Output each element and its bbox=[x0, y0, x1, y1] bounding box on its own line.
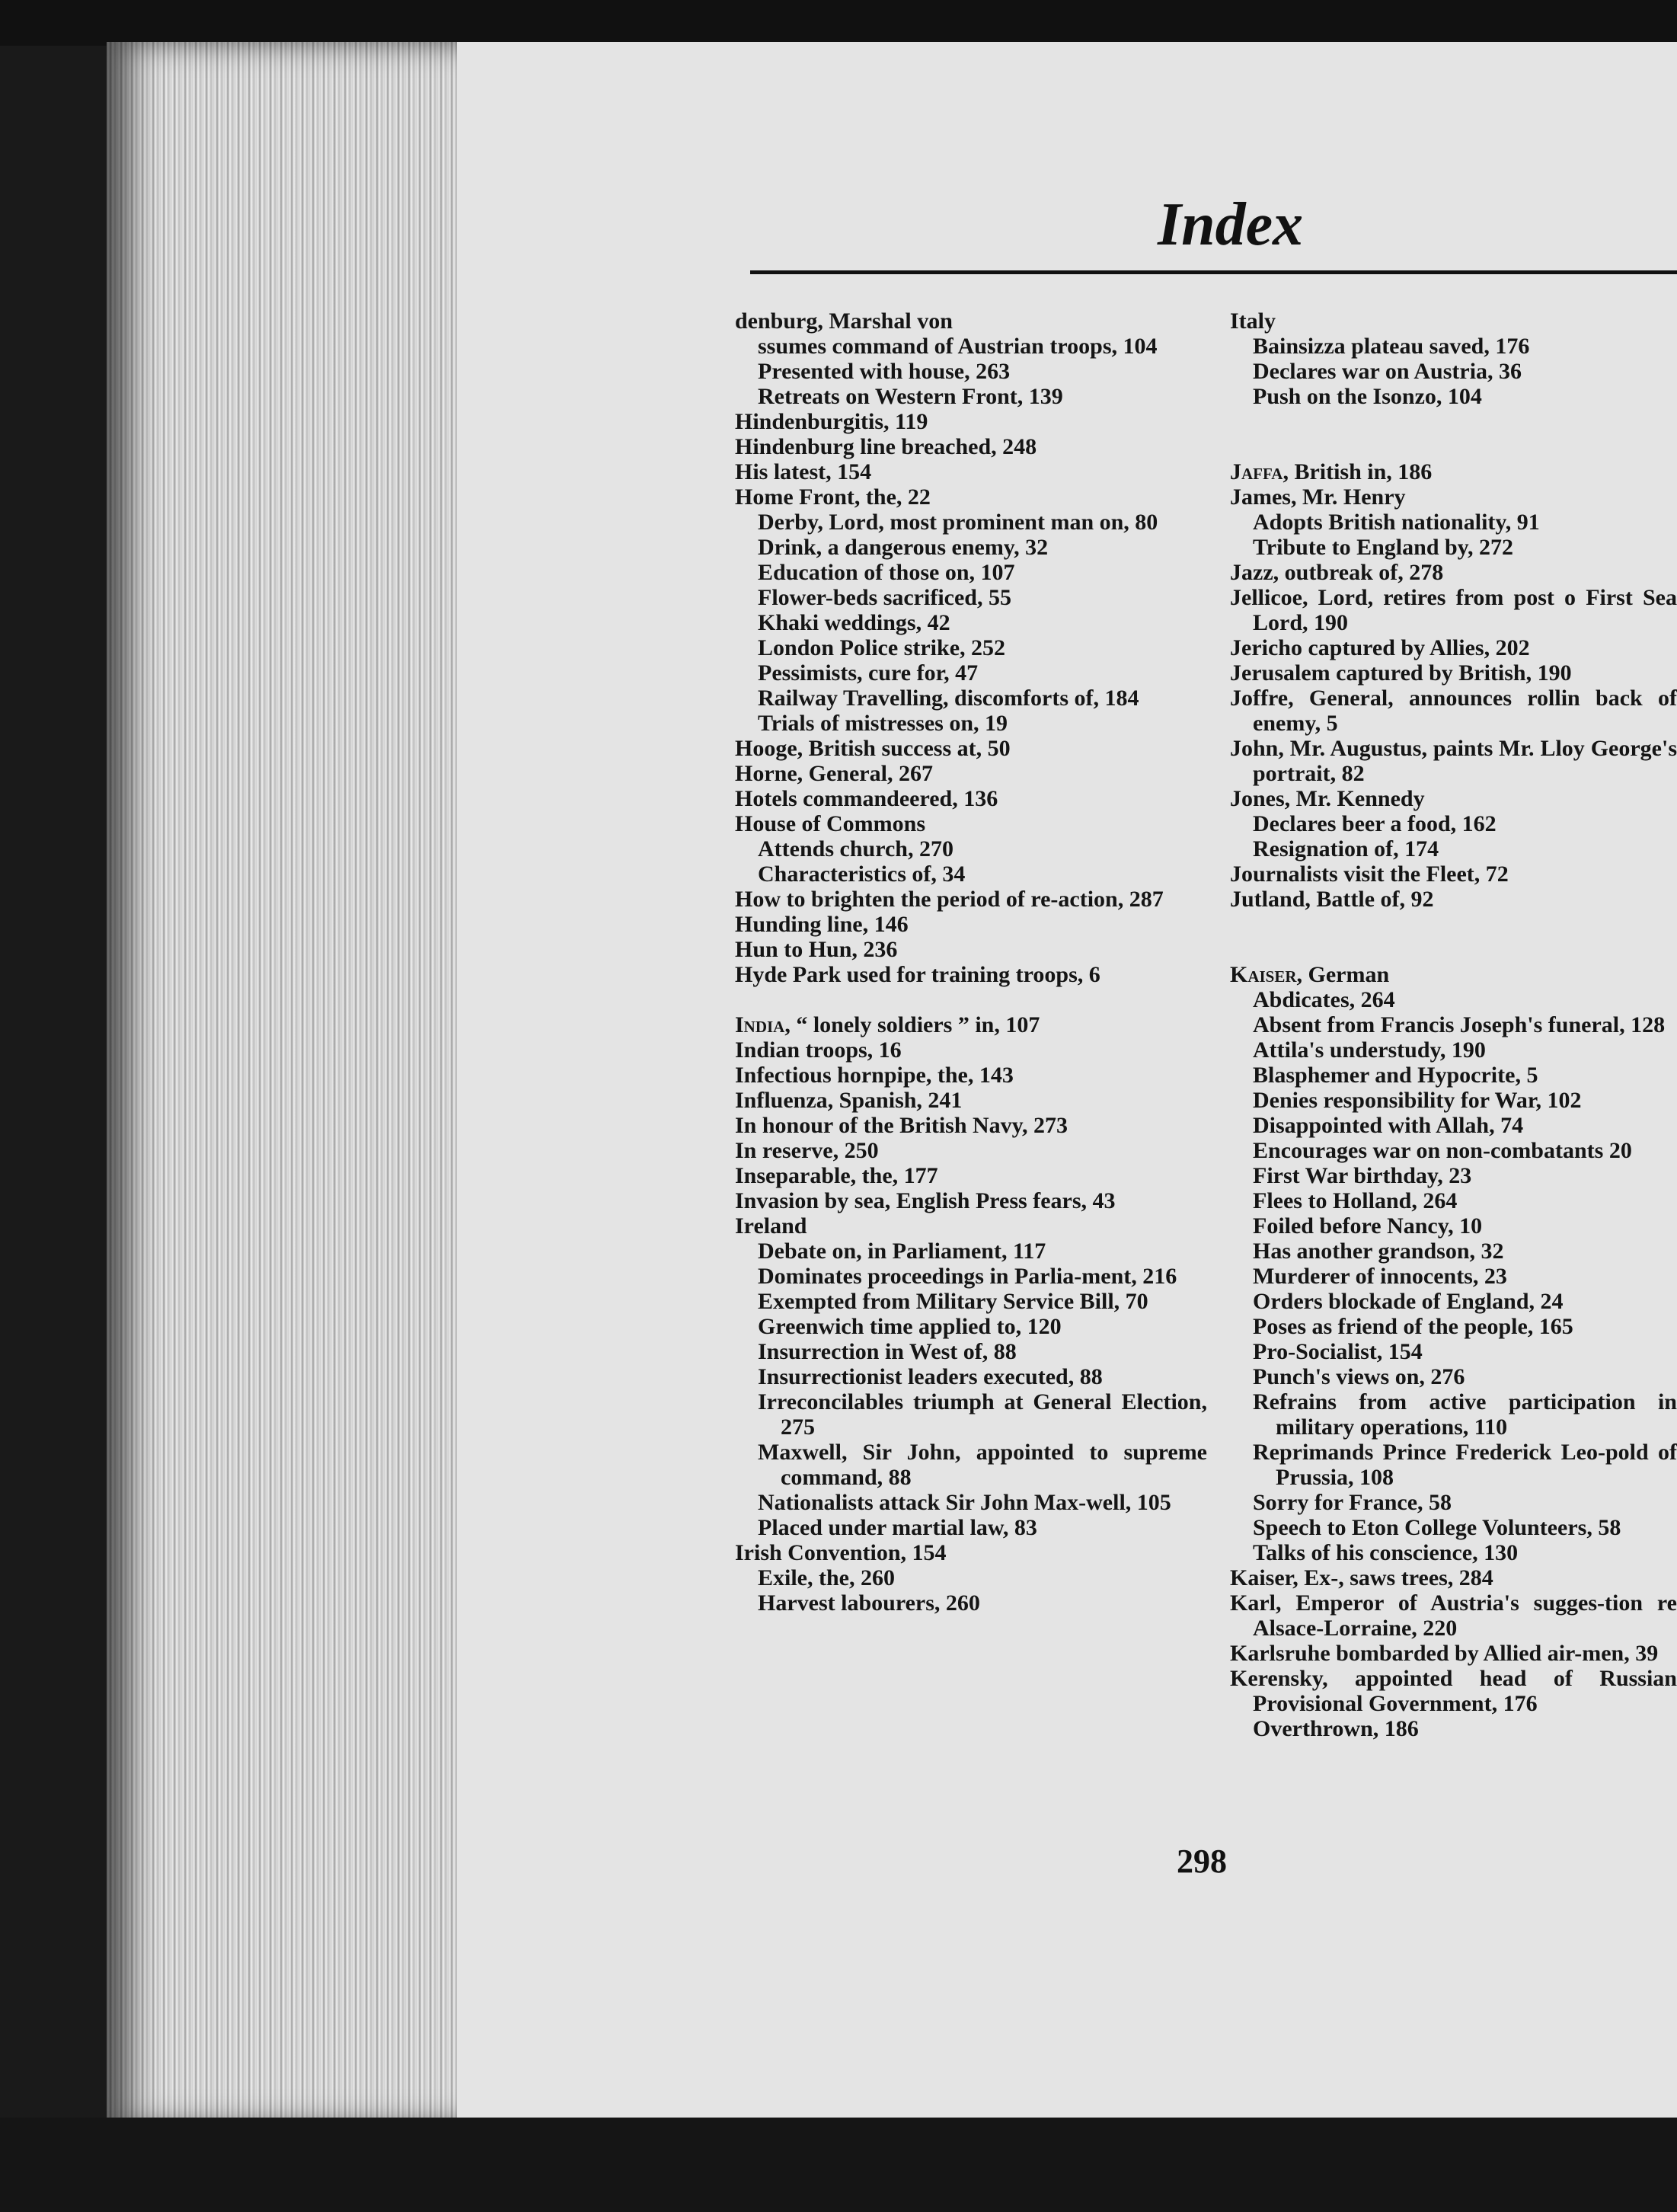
index-entry: His latest, 154 bbox=[735, 459, 872, 484]
index-subentry: Refrains from active participation in military operations, 110 bbox=[1253, 1389, 1677, 1440]
page-number: 298 bbox=[1177, 1843, 1227, 1880]
index-subentry: Overthrown, 186 bbox=[1253, 1716, 1419, 1741]
index-subentry: Orders blockade of England, 24 bbox=[1253, 1289, 1564, 1314]
index-subentry: Debate on, in Parliament, 117 bbox=[758, 1239, 1046, 1264]
index-subentry: London Police strike, 252 bbox=[758, 635, 1006, 660]
index-column-right bbox=[1230, 308, 1677, 1741]
index-subentry: Attila's understudy, 190 bbox=[1253, 1037, 1486, 1063]
index-entry: Kerensky, appointed head of Russian Provisional Government, 176 bbox=[1230, 1666, 1677, 1716]
index-subentry: Denies responsibility for War, 102 bbox=[1253, 1088, 1582, 1113]
scan-border-bottom bbox=[0, 2118, 1677, 2212]
index-subentry: Nationalists attack Sir John Max-well, 105 bbox=[758, 1490, 1171, 1515]
page-title: Index bbox=[1158, 191, 1304, 258]
index-subentry: Punch's views on, 276 bbox=[1253, 1364, 1465, 1389]
index-subentry: Has another grandson, 32 bbox=[1253, 1239, 1504, 1264]
index-subentry: Flees to Holland, 264 bbox=[1253, 1188, 1458, 1213]
index-subentry: Placed under martial law, 83 bbox=[758, 1515, 1037, 1540]
index-entry: Influenza, Spanish, 241 bbox=[735, 1088, 963, 1113]
index-subentry: Presented with house, 263 bbox=[758, 359, 1011, 384]
index-entry: Jericho captured by Allies, 202 bbox=[1230, 635, 1530, 660]
index-entry: House of Commons bbox=[735, 811, 926, 836]
index-subentry: Sorry for France, 58 bbox=[1253, 1490, 1452, 1515]
index-gap bbox=[1230, 937, 1677, 962]
index-subentry: Dominates proceedings in Parlia-ment, 216 bbox=[758, 1264, 1177, 1289]
index-subentry: Irreconcilables triumph at General Election, 275 bbox=[758, 1389, 1207, 1440]
index-subentry: Speech to Eton College Volunteers, 58 bbox=[1253, 1515, 1621, 1540]
index-entry: Inseparable, the, 177 bbox=[735, 1163, 938, 1188]
index-entry: Italy bbox=[1230, 308, 1276, 334]
index-subentry: Attends church, 270 bbox=[758, 836, 953, 861]
index-entry: Jerusalem captured by British, 190 bbox=[1230, 660, 1572, 686]
index-subentry: Exempted from Military Service Bill, 70 bbox=[758, 1289, 1148, 1314]
scan-border-top bbox=[0, 0, 1677, 46]
index-gap bbox=[1230, 434, 1677, 459]
index-subentry: Resignation of, 174 bbox=[1253, 836, 1439, 861]
index-gap bbox=[1230, 409, 1677, 434]
index-entry: Home Front, the, 22 bbox=[735, 484, 931, 510]
index-entry: John, Mr. Augustus, paints Mr. Lloy George's portrait, 82 bbox=[1230, 736, 1677, 786]
index-subentry: Insurrection in West of, 88 bbox=[758, 1339, 1017, 1364]
index-gap bbox=[1230, 912, 1677, 937]
index-subentry: Adopts British nationality, 91 bbox=[1253, 510, 1540, 535]
index-subentry: Pessimists, cure for, 47 bbox=[758, 660, 979, 686]
index-entry: denburg, Marshal von bbox=[735, 308, 953, 334]
index-subentry: Encourages war on non-combatants 20 bbox=[1253, 1138, 1632, 1163]
index-subentry: Insurrectionist leaders executed, 88 bbox=[758, 1364, 1103, 1389]
index-entry: In honour of the British Navy, 273 bbox=[735, 1113, 1068, 1138]
index-subentry: Declares beer a food, 162 bbox=[1253, 811, 1497, 836]
index-entry: Hindenburg line breached, 248 bbox=[735, 434, 1037, 459]
index-entry: Infectious hornpipe, the, 143 bbox=[735, 1063, 1014, 1088]
index-subentry: Harvest labourers, 260 bbox=[758, 1590, 980, 1616]
index-subentry: ssumes command of Austrian troops, 104 bbox=[758, 334, 1158, 359]
index-entry: Jones, Mr. Kennedy bbox=[1230, 786, 1425, 811]
index-subentry: Retreats on Western Front, 139 bbox=[758, 384, 1063, 409]
index-lead-word: Kaiser bbox=[1230, 962, 1297, 987]
index-entry: Kaiser, Ex-, saws trees, 284 bbox=[1230, 1565, 1493, 1590]
index-subentry: Push on the Isonzo, 104 bbox=[1253, 384, 1482, 409]
index-entry: Irish Convention, 154 bbox=[735, 1540, 947, 1565]
index-subentry: Declares war on Austria, 36 bbox=[1253, 359, 1522, 384]
index-entry: Hindenburgitis, 119 bbox=[735, 409, 928, 434]
index-subentry: Pro-Socialist, 154 bbox=[1253, 1339, 1423, 1364]
index-subentry: Drink, a dangerous enemy, 32 bbox=[758, 535, 1049, 560]
index-entry: India, “ lonely soldiers ” in, 107 bbox=[735, 1012, 1040, 1037]
index-subentry: Foiled before Nancy, 10 bbox=[1253, 1213, 1483, 1239]
index-subentry: Talks of his conscience, 130 bbox=[1253, 1540, 1519, 1565]
index-subentry: Abdicates, 264 bbox=[1253, 987, 1395, 1012]
index-subentry: Tribute to England by, 272 bbox=[1253, 535, 1514, 560]
index-entry: James, Mr. Henry bbox=[1230, 484, 1406, 510]
index-entry: Karlsruhe bombarded by Allied air-men, 39 bbox=[1230, 1641, 1659, 1666]
index-entry: Ireland bbox=[735, 1213, 807, 1239]
index-gap bbox=[735, 987, 1207, 1012]
index-entry: Indian troops, 16 bbox=[735, 1037, 902, 1063]
index-lead-word: India bbox=[735, 1012, 785, 1037]
index-subentry: Railway Travelling, discomforts of, 184 bbox=[758, 686, 1139, 711]
index-entry: Kaiser, German bbox=[1230, 962, 1390, 987]
index-entry: Karl, Emperor of Austria's sugges-tion re Alsace-Lorraine, 220 bbox=[1230, 1590, 1677, 1641]
index-subentry: Bainsizza plateau saved, 176 bbox=[1253, 334, 1530, 359]
index-subentry: Exile, the, 260 bbox=[758, 1565, 895, 1590]
index-entry: Jazz, outbreak of, 278 bbox=[1230, 560, 1444, 585]
index-subentry: Flower-beds sacrificed, 55 bbox=[758, 585, 1011, 610]
index-subentry: First War birthday, 23 bbox=[1253, 1163, 1472, 1188]
title-rule bbox=[750, 270, 1677, 274]
index-entry: Invasion by sea, English Press fears, 43 bbox=[735, 1188, 1116, 1213]
index-entry: Journalists visit the Fleet, 72 bbox=[1230, 861, 1509, 887]
index-entry: Horne, General, 267 bbox=[735, 761, 933, 786]
index-entry: Hooge, British success at, 50 bbox=[735, 736, 1011, 761]
book-fore-edge bbox=[107, 42, 458, 2125]
index-subentry: Derby, Lord, most prominent man on, 80 bbox=[758, 510, 1158, 535]
index-subentry: Trials of mistresses on, 19 bbox=[758, 711, 1008, 736]
index-entry: Jellicoe, Lord, retires from post o First Sea Lord, 190 bbox=[1230, 585, 1677, 635]
index-subentry: Greenwich time applied to, 120 bbox=[758, 1314, 1062, 1339]
index-subentry: Maxwell, Sir John, appointed to supreme command, 88 bbox=[758, 1440, 1207, 1490]
index-entry: Hyde Park used for training troops, 6 bbox=[735, 962, 1100, 987]
index-subentry: Disappointed with Allah, 74 bbox=[1253, 1113, 1524, 1138]
index-subentry: Murderer of innocents, 23 bbox=[1253, 1264, 1507, 1289]
index-subentry: Blasphemer and Hypocrite, 5 bbox=[1253, 1063, 1538, 1088]
index-subentry: Khaki weddings, 42 bbox=[758, 610, 950, 635]
index-subentry: Absent from Francis Joseph's funeral, 128 bbox=[1253, 1012, 1666, 1037]
index-subentry: Reprimands Prince Frederick Leo-pold of Prussia, 108 bbox=[1253, 1440, 1677, 1490]
index-column-left bbox=[735, 308, 1207, 1616]
index-entry: Hun to Hun, 236 bbox=[735, 937, 898, 962]
index-subentry: Poses as friend of the people, 165 bbox=[1253, 1314, 1573, 1339]
index-entry: Jaffa, British in, 186 bbox=[1230, 459, 1433, 484]
index-lead-word: Jaffa bbox=[1230, 459, 1283, 484]
index-entry: Jutland, Battle of, 92 bbox=[1230, 887, 1434, 912]
index-entry: How to brighten the period of re-action, 287 bbox=[735, 887, 1164, 912]
index-entry: Hunding line, 146 bbox=[735, 912, 909, 937]
index-entry: In reserve, 250 bbox=[735, 1138, 879, 1163]
index-subentry: Education of those on, 107 bbox=[758, 560, 1015, 585]
index-entry: Hotels commandeered, 136 bbox=[735, 786, 998, 811]
index-entry: Joffre, General, announces rollin back of enemy, 5 bbox=[1230, 686, 1677, 736]
index-subentry: Characteristics of, 34 bbox=[758, 861, 966, 887]
